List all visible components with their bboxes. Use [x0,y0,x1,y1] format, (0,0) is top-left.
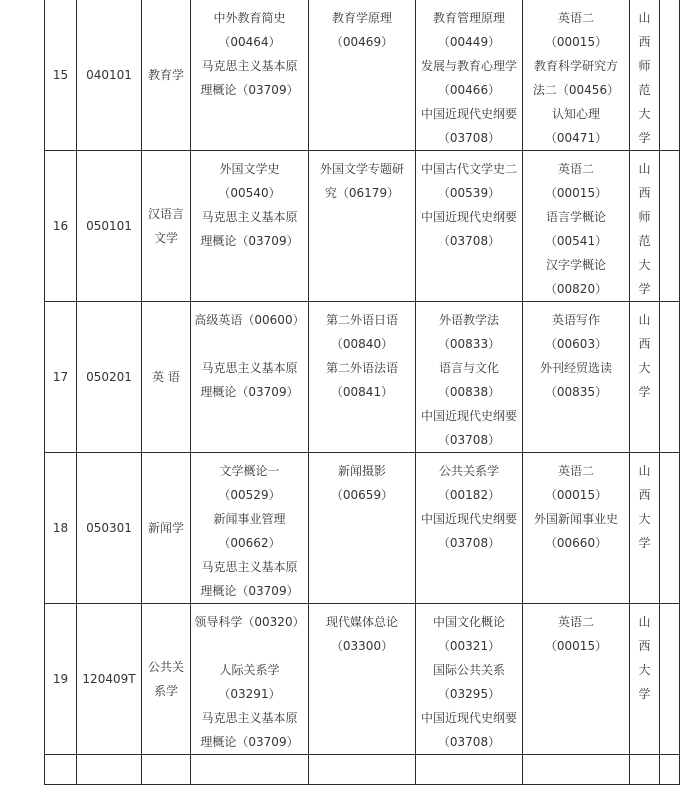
course-line: （03295） [437,687,501,701]
course-line: （00659） [330,488,394,502]
course-line: 新闻事业管理 [213,512,286,526]
trailing-cell [660,453,680,604]
course-line: （00833） [437,337,501,351]
university-char: 大 [638,361,651,375]
course-line: 中国文化概论 [432,615,505,629]
course-line [191,634,308,658]
university-cell [630,453,660,604]
course-line: 高级英语（00600） [194,313,305,327]
major-name-line: 汉语言 [147,207,184,221]
course-line: （00449） [437,35,501,49]
course-line: 中外教育简史 [213,11,286,25]
course-line: 外语教学法 [438,313,499,327]
course-line: （00015） [544,488,608,502]
course-line: 国际公共关系 [432,663,505,677]
exam-session-3-cell [416,302,523,453]
course-line: （00662） [218,536,281,550]
major-name-line: 英 语 [152,370,180,384]
exam-session-4-cell [523,0,630,151]
university-char: 西 [638,186,651,200]
row-number: 17 [52,370,69,384]
course-line: 新闻摄影 [337,464,386,478]
empty-cell [309,755,416,785]
major-code: 050201 [86,370,132,384]
course-line: （00835） [544,385,608,399]
empty-cell [630,755,660,785]
course-line: 中国近现代史纲要 [420,210,517,224]
major-name-cell [142,453,191,604]
empty-cell [142,755,191,785]
course-line: （00841） [330,385,394,399]
course-line: （00840） [330,337,394,351]
course-line: 中国近现代史纲要 [420,409,517,423]
university-char: 范 [638,83,651,97]
course-line: 语言与文化 [438,361,499,375]
major-code: 120409T [82,672,136,686]
course-line: （00539） [437,186,501,200]
course-line: 外国文学史 [219,162,280,176]
exam-session-4-cell [523,151,630,302]
course-line: （00469） [330,35,394,49]
exam-session-4-cell [523,604,630,755]
trailing-cell [660,0,680,151]
table-row [45,0,680,151]
university-char: 学 [638,536,651,550]
table-row [45,302,680,453]
course-line: 理概论（03709） [200,385,299,399]
trailing-cell [660,302,680,453]
course-line: （03291） [218,687,281,701]
course-line: 理概论（03709） [200,584,299,598]
course-line: 认知心理 [551,107,600,121]
course-line: 中国近现代史纲要 [420,107,517,121]
row-number-cell [45,151,77,302]
course-line: （00015） [544,186,608,200]
course-line: （03708） [437,131,501,145]
major-name-cell [142,302,191,453]
course-line: （00820） [544,282,608,296]
course-line [191,332,308,356]
table-row [45,755,680,785]
university-char: 师 [638,59,651,73]
major-code-cell [77,151,142,302]
course-line: 马克思主义基本原 [201,711,298,725]
course-line: （00015） [544,639,608,653]
exam-session-3-cell [416,604,523,755]
university-char: 范 [638,234,651,248]
exam-session-1-cell [191,604,309,755]
university-char: 学 [638,131,651,145]
university-cell [630,0,660,151]
exam-session-3-cell [416,453,523,604]
exam-session-2-cell [309,453,416,604]
course-line: 教育学原理 [331,11,392,25]
course-line: （03708） [437,735,501,749]
course-line: 英语二 [557,11,594,25]
row-number: 18 [52,521,69,535]
major-name-cell [142,151,191,302]
table-row [45,604,680,755]
course-line: 现代媒体总论 [325,615,398,629]
university-char: 大 [638,107,651,121]
course-line: 教育管理原理 [432,11,505,25]
course-line: （00466） [437,83,501,97]
major-code-cell [77,453,142,604]
exam-session-1-cell [191,302,309,453]
university-cell [630,604,660,755]
trailing-cell [660,604,680,755]
course-line: 领导科学（00320） [194,615,305,629]
university-char: 学 [638,282,651,296]
course-line: 马克思主义基本原 [201,361,298,375]
empty-cell [416,755,523,785]
course-line: （00529） [218,488,281,502]
university-char: 大 [638,663,651,677]
course-line: 教育科学研究方 [533,59,618,73]
course-line: 理概论（03709） [200,234,299,248]
empty-cell [191,755,309,785]
university-char: 西 [638,639,651,653]
course-line: （03708） [437,433,501,447]
empty-cell [77,755,142,785]
course-line: 英语二 [557,162,594,176]
major-name-line: 文学 [153,231,178,245]
course-line: 汉字学概论 [545,258,606,272]
course-line: 法二（00456） [532,83,620,97]
university-char: 西 [638,35,651,49]
course-line: （00541） [544,234,608,248]
course-line: 马克思主义基本原 [201,210,298,224]
course-line: 马克思主义基本原 [201,560,298,574]
table-row [45,151,680,302]
course-line: （00471） [544,131,608,145]
exam-session-4-cell [523,302,630,453]
exam-session-1-cell [191,453,309,604]
major-code: 050101 [86,219,132,233]
course-line: 中国古代文学史二 [420,162,517,176]
exam-session-1-cell [191,151,309,302]
exam-session-2-cell [309,302,416,453]
course-line: （00540） [218,186,281,200]
course-line: （00015） [544,35,608,49]
exam-session-3-cell [416,151,523,302]
major-name-line: 系学 [153,684,178,698]
course-line: 发展与教育心理学 [420,59,517,73]
major-code-cell [77,302,142,453]
major-name-cell [142,604,191,755]
course-line: 中国近现代史纲要 [420,512,517,526]
course-line: （03708） [437,536,501,550]
course-line: 英语写作 [551,313,600,327]
course-line: 究（06179） [324,186,400,200]
course-line: 英语二 [557,615,594,629]
exam-session-3-cell [416,0,523,151]
course-line: 语言学概论 [545,210,606,224]
course-line: 理概论（03709） [200,735,299,749]
row-number: 15 [52,68,69,82]
university-char: 学 [638,687,651,701]
course-line: （00603） [544,337,608,351]
course-line: （03300） [330,639,394,653]
course-line: （00182） [437,488,501,502]
university-char: 山 [638,313,651,327]
university-cell [630,302,660,453]
row-number: 16 [52,219,69,233]
trailing-cell [660,151,680,302]
table-row [45,453,680,604]
empty-cell [660,755,680,785]
course-line: 英语二 [557,464,594,478]
university-char: 西 [638,488,651,502]
table-body [45,0,680,785]
university-char: 大 [638,512,651,526]
university-char: 山 [638,11,651,25]
exam-session-2-cell [309,0,416,151]
course-line: （00464） [218,35,281,49]
row-number-cell [45,302,77,453]
university-char: 师 [638,210,651,224]
exam-session-2-cell [309,151,416,302]
major-name-cell [142,0,191,151]
row-number-cell [45,0,77,151]
course-line: （03708） [437,234,501,248]
course-line: 理概论（03709） [200,83,299,97]
row-number-cell [45,453,77,604]
university-char: 山 [638,162,651,176]
exam-schedule-table [44,0,680,785]
university-char: 学 [638,385,651,399]
course-line: 外国文学专题研 [319,162,404,176]
major-code-cell [77,0,142,151]
course-line: 中国近现代史纲要 [420,711,517,725]
university-char: 山 [638,464,651,478]
course-line: 第二外语日语 [325,313,398,327]
major-name-line: 教育学 [147,68,184,82]
university-char: 西 [638,337,651,351]
course-line: （00838） [437,385,501,399]
major-name-line: 公共关 [147,660,184,674]
course-line: 马克思主义基本原 [201,59,298,73]
empty-cell [45,755,77,785]
row-number: 19 [52,672,69,686]
course-line: 人际关系学 [219,663,280,677]
major-name-line: 新闻学 [147,521,184,535]
university-cell [630,151,660,302]
course-line: 文学概论一 [219,464,280,478]
course-line: 外刊经贸选读 [539,361,612,375]
course-line: （00660） [544,536,608,550]
row-number-cell [45,604,77,755]
major-code: 040101 [86,68,132,82]
exam-session-4-cell [523,453,630,604]
university-char: 大 [638,258,651,272]
major-code: 050301 [86,521,132,535]
exam-session-2-cell [309,604,416,755]
course-line: （00321） [437,639,501,653]
course-line: 公共关系学 [438,464,499,478]
course-line: 外国新闻事业史 [533,512,618,526]
university-char: 山 [638,615,651,629]
course-line: 第二外语法语 [325,361,398,375]
exam-session-1-cell [191,0,309,151]
major-code-cell [77,604,142,755]
empty-cell [523,755,630,785]
